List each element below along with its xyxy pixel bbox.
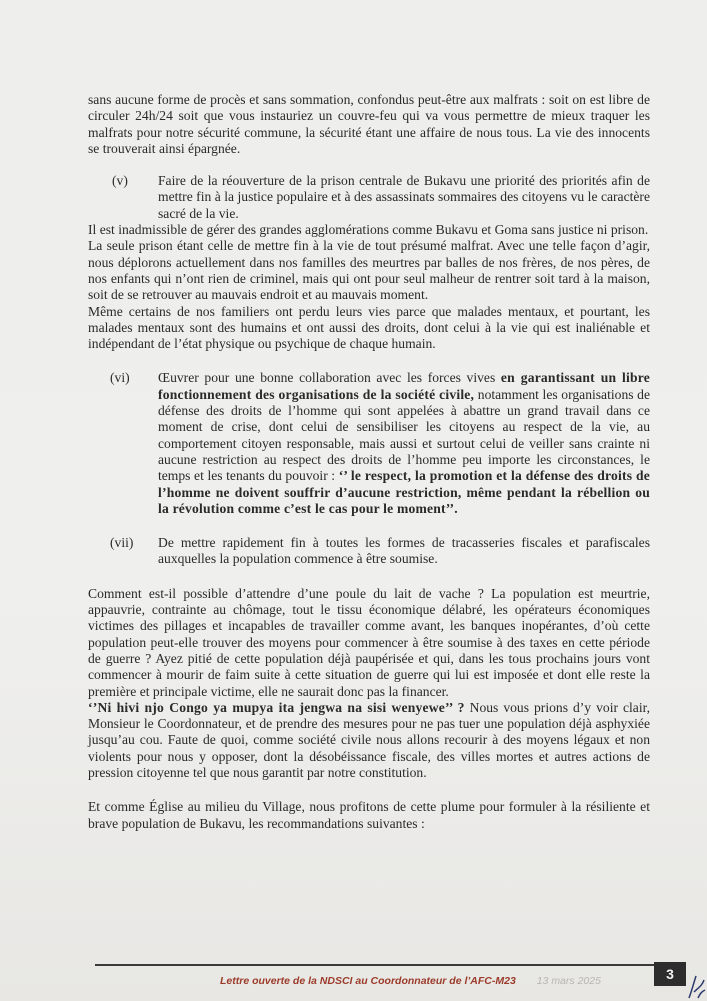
- paragraph: Même certains de nos familiers ont perdu leurs vies parce que malades mentaux, et pourtant, les malades mentaux sont des humains et ont aussi des droits, dont celui à la vie qui est inaliénable et indépendant de l’état physique ou psychique de chaque humain.: [88, 303, 650, 352]
- item-number: (v): [112, 173, 128, 189]
- item-number: (vi): [110, 370, 130, 386]
- footer-title: Lettre ouverte de la NDSCI au Coordonnateur de l’AFC-M23: [220, 975, 516, 987]
- item-text-part: Œuvrer pour une bonne collaboration avec les forces vives: [158, 370, 501, 386]
- paragraph: Et comme Église au milieu du Village, nous profitons de cette plume pour formuler à la résiliente et brave population de Bukavu, les recommandations suivantes :: [88, 799, 650, 831]
- list-item-vi: [88, 370, 650, 517]
- paragraph: Comment est-il possible d’attendre d’une poule du lait de vache ? La population est meurtrie, appauvrie, contrainte au chômage, tout le tissu économique délabré, les opérateurs économiques victimes des pillages et incapables de travailler comme avant, les banques inopérantes, d’où cette population peut-elle trouver des moyens pour commencer à être soumise à des taxes en cette période de guerre ? Ayez pitié de cette population déjà paupérisée et qui, dans les tous prochains jours vont commencer à mourir de faim suite à cette situation de guerre qui lui est imposée et dont elle reste la première et principale victime, elle ne saurait donc pas la financer.: [88, 585, 650, 699]
- item-text-bold: en garantissant un libre fonctionnement des organisations de la société civile,: [158, 370, 650, 402]
- paragraph: Il est inadmissible de gérer des grandes agglomérations comme Bukavu et Goma sans justice ni prison.: [88, 222, 649, 238]
- list-item-vii: [88, 535, 650, 568]
- paragraph: [88, 700, 650, 781]
- footer-rule: [95, 964, 655, 966]
- paragraph: La seule prison étant celle de mettre fin à la vie de tout présumé malfrat. Avec une telle façon d’agir, nous déplorons actuellement dans nos familles des meurtres par balles de nos frères, de nos pères, de nos enfants qui n’ont rien de criminel, mais qui ont pour seul malheur de rentrer soit tard à la maison, soit de se retrouver au mauvais endroit et au mauvais moment.: [88, 238, 650, 303]
- letter-body: [88, 92, 650, 832]
- page-number: 3: [654, 962, 686, 986]
- list-item-v: [88, 173, 650, 222]
- item-text-part: notamment les organisations de défense des droits de l’homme qui sont appelées à abattre un grand travail dans ce moment de crise, dont celui de sensibiliser les citoyens au respect de la vie, au comportement citoyen responsable, mais aussi et surtout celui de veiller sans crainte ni aucune restriction au respect des droits de l’homme peu importe les circonstances, le temps et les tenants du pouvoir :: [158, 386, 650, 484]
- item-text: [158, 370, 650, 517]
- paragraph: sans aucune forme de procès et sans sommation, confondus peut-être aux malfrats : soit on est libre de circuler 24h/24 soit que vous instauriez un couvre-feu qui va vous permettre de mieux traquer les malfrats pour notre sécurité commune, la sécurité étant une affaire de nous tous. La vie des innocents se trouverait ainsi épargnée.: [88, 92, 650, 156]
- item-text: De mettre rapidement fin à toutes les formes de tracasseries fiscales et parafiscales auxquelles la population commence à être soumise.: [158, 535, 650, 567]
- footer-caption: [220, 975, 601, 987]
- footer-date: 13 mars 2025: [536, 975, 601, 987]
- item-number: (vii): [110, 535, 134, 551]
- handwritten-mark-icon: [686, 972, 706, 1000]
- paragraph-text: Nous vous prions d’y voir clair, Monsieur le Coordonnateur, et de prendre des mesures pour ne pas tuer une population déjà asphyxiée jusqu’au cou. Faute de quoi, comme société civile nous allons recourir à des moyens légaux et non violents pour nous y opposer, dont la désobéissance fiscale, des villes mortes et autres actions de pression citoyenne tel que nous garantit par notre constitution.: [88, 699, 650, 780]
- item-text-bold-quote: ‘’ le respect, la promotion et la défense des droits de l’homme ne doivent souffrir d’aucune restriction, même pendant la rébellion ou la révolution comme c’est le cas pour le moment’’.: [158, 468, 650, 516]
- swahili-quote: ‘’Ni hivi njo Congo ya mupya ita jengwa na sisi wenyewe’’ ?: [88, 699, 465, 715]
- item-text: Faire de la réouverture de la prison centrale de Bukavu une priorité des priorités afin de mettre fin à la justice populaire et à des assassinats sommaires des citoyens vu le caractère sacré de la vie.: [158, 173, 650, 221]
